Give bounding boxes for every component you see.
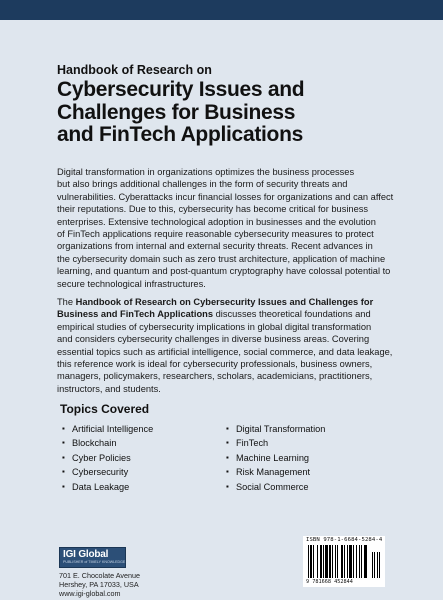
topic-label: Blockchain [72, 438, 117, 449]
publisher-logo-tagline: PUBLISHER of TIMELY KNOWLEDGE [63, 560, 126, 564]
topic-label: Risk Management [236, 467, 311, 478]
paragraph-line: instructors, and students. [57, 383, 161, 394]
topic-label: Cybersecurity [72, 467, 129, 478]
publisher-address [59, 571, 140, 599]
topic-label: FinTech [236, 438, 269, 449]
topic-item [226, 451, 325, 465]
barcode [303, 536, 385, 587]
topic-item [62, 436, 153, 450]
topic-item [226, 465, 325, 479]
bullet-icon: ▪ [62, 481, 65, 491]
book-subtitle: Handbook of Research on [57, 63, 212, 77]
bullet-icon: ▪ [62, 438, 65, 448]
bullet-icon: ▪ [226, 467, 229, 477]
bullet-icon: ▪ [62, 467, 65, 477]
paragraph-line: and considers cybersecurity challenges in diverse business areas. Covering [57, 334, 370, 345]
paragraph-line [57, 308, 401, 320]
topic-label: Artificial Intelligence [72, 424, 154, 434]
paragraph-line: the cybersecurity domain such as zero trust architecture, application of machine [57, 253, 386, 264]
bullet-icon: ▪ [62, 424, 65, 433]
paragraph-line: essential topics such as artificial intelligence, social commerce, and data leakage, [57, 346, 393, 357]
paragraph-line: empirical studies of cybersecurity implications in global digital transformation [57, 321, 372, 332]
topic-label: Cyber Policies [72, 452, 131, 463]
paragraph-line [57, 296, 401, 308]
topics-list-left [62, 422, 153, 494]
book-title-line: Challenges for Business [57, 100, 296, 124]
bullet-icon: ▪ [226, 452, 229, 462]
topic-item [62, 422, 153, 436]
topics-list-right [226, 422, 325, 494]
bullet-icon: ▪ [226, 438, 229, 448]
book-title-reference: Handbook of Research on Cybersecurity Issues and Challenges for [75, 297, 374, 307]
book-title-reference: Business and FinTech Applications [57, 309, 214, 320]
publisher-website-link[interactable]: www.igi-global.com [59, 589, 121, 599]
description-paragraph-1 [57, 166, 401, 290]
topic-label: Social Commerce [236, 481, 309, 492]
bullet-icon: ▪ [62, 452, 65, 462]
topic-label: Digital Transformation [236, 424, 326, 434]
paragraph-line: enterprises. Extensive technological adoption in businesses and the evolution [57, 216, 376, 227]
bullet-icon: ▪ [226, 424, 229, 433]
isbn-label: ISBN 978-1-6684-5284-4 [306, 537, 383, 543]
book-title-line: and FinTech Applications [57, 123, 303, 146]
topic-label: Machine Learning [236, 452, 310, 463]
book-title-line: Cybersecurity Issues and [57, 78, 305, 101]
book-title [57, 79, 407, 147]
paragraph-line: secure technological infrastructures. [57, 278, 206, 289]
paragraph-line: Digital transformation in organizations optimizes the business processes [57, 167, 355, 177]
topic-item [226, 480, 325, 494]
bullet-icon: ▪ [226, 481, 229, 491]
address-line: 701 E. Chocolate Avenue [59, 571, 140, 580]
topic-item [62, 465, 153, 479]
paragraph-line: vulnerabilities. Cyberattacks incur financial losses for organizations and can affect [57, 191, 394, 202]
paragraph-line: of FinTech applications require reasonable cybersecurity measures to protect [57, 229, 374, 240]
address-line: Hershey, PA 17033, USA [59, 580, 139, 590]
paragraph-line: but also brings additional challenges in the form of security threats and [57, 179, 348, 190]
topic-item [226, 422, 325, 436]
topic-item [226, 436, 325, 450]
top-color-band [0, 0, 443, 20]
paragraph-line: learning, and quantum and post-quantum cryptography have colossal potential to [57, 266, 391, 277]
title-block [57, 63, 407, 147]
topic-item [62, 451, 153, 465]
paragraph-line: this reference work is ideal for cybersecurity professionals, business owners, [57, 359, 373, 370]
description-paragraph-2 [57, 296, 401, 395]
barcode-bars [308, 545, 380, 579]
paragraph-text: discusses theoretical foundations and [213, 309, 371, 320]
publisher-logo [59, 547, 126, 568]
topic-label: Data Leakage [72, 481, 130, 492]
topic-item [62, 480, 153, 494]
paragraph-line: managers, policymakers, researchers, scholars, academicians, practitioners, [57, 371, 373, 382]
paragraph-line: their reputations. Due to this, cybersecurity has become critical for business [57, 204, 369, 215]
topics-heading: Topics Covered [60, 402, 150, 416]
paragraph-line: organizations from internal and external security threats. Recent advances in [57, 241, 373, 252]
paragraph-text: The [57, 297, 76, 307]
publisher-logo-text: IGI Global [63, 549, 109, 560]
barcode-digits: 9 781668 452844 [306, 579, 353, 585]
